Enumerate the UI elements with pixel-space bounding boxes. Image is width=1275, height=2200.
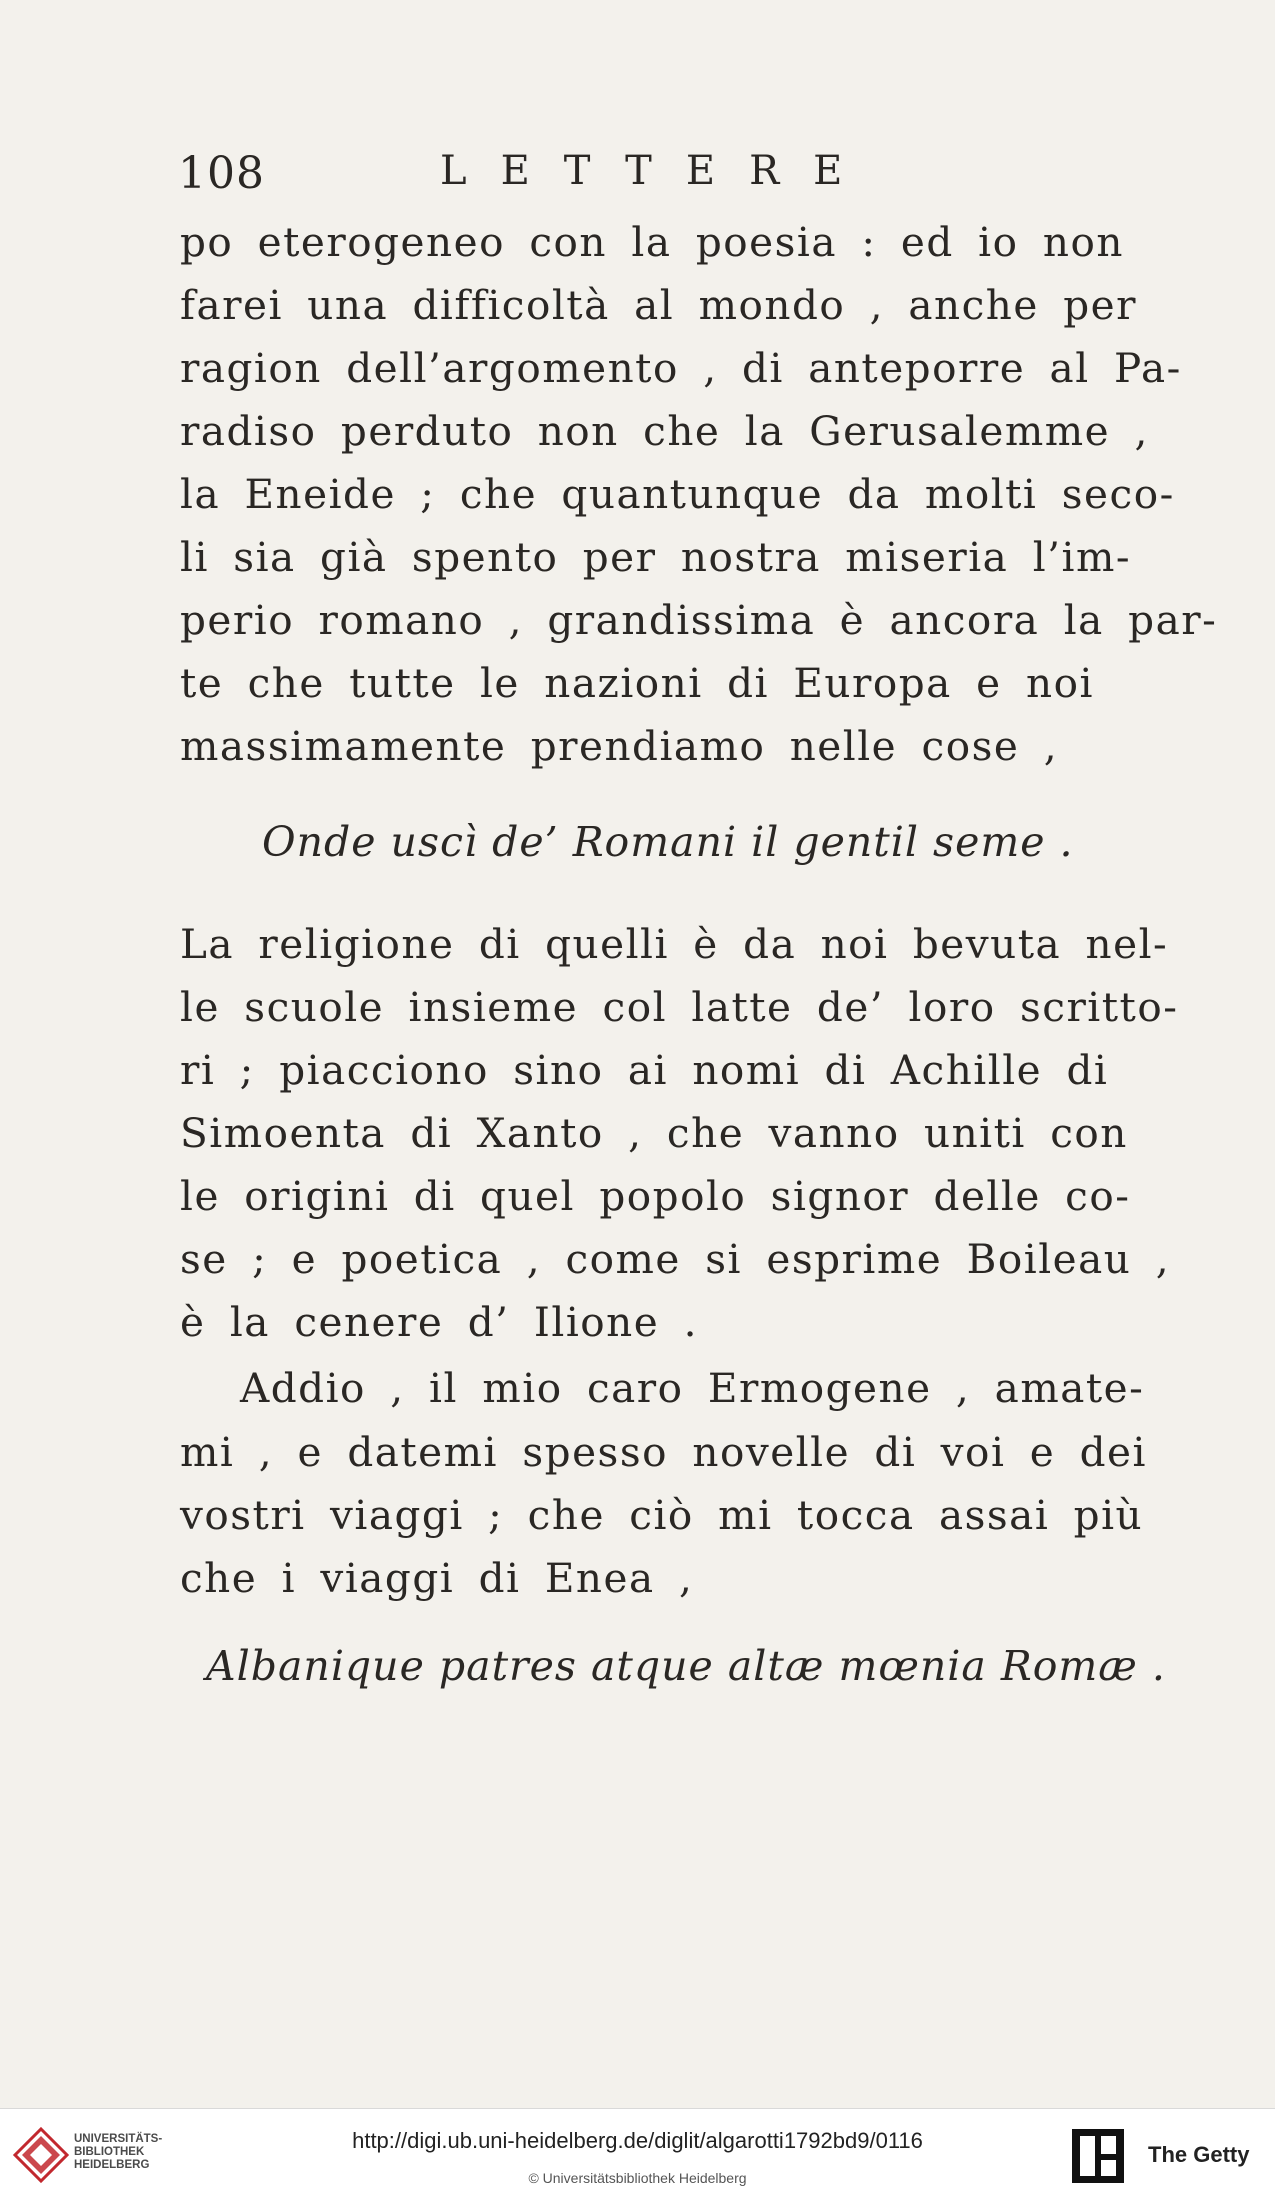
getty-logo-icon — [1070, 2127, 1126, 2185]
text-line: Simoenta di Xanto , che vanno uniti con — [180, 1109, 1128, 1157]
viewer-footer — [0, 2108, 1275, 2200]
text-line: po eterogeneo con la poesia : ed io non — [180, 218, 1124, 266]
page-header — [178, 148, 1138, 208]
text-line: se ; e poetica , come si esprime Boileau , — [180, 1235, 1171, 1283]
verse-quote: Albanique patres atque altæ mœnia Romæ . — [206, 1642, 1166, 1690]
text-line: la Eneide ; che quantunque da molti seco- — [180, 470, 1175, 518]
text-line: ri ; piacciono sino ai nomi di Achille di — [180, 1046, 1109, 1094]
text-line: perio romano , grandissima è ancora la par- — [180, 596, 1218, 644]
text-line: mi , e datemi spesso novelle di voi e dei — [180, 1428, 1147, 1476]
page-number: 108 — [178, 148, 265, 199]
partner-name: The Getty — [1148, 2142, 1250, 2167]
library-name-line: BIBLIOTHEK — [74, 2146, 145, 2158]
text-line: La religione di quelli è da noi bevuta nel- — [180, 920, 1169, 968]
text-line: li sia già spento per nostra miseria l’im- — [180, 533, 1132, 581]
text-line: che i viaggi di Enea , — [180, 1554, 694, 1602]
text-line: vostri viaggi ; che ciò mi tocca assai più — [180, 1491, 1144, 1539]
text-line: massimamente prendiamo nelle cose , — [180, 722, 1059, 770]
text-line: farei una difficoltà al mondo , anche per — [180, 281, 1137, 329]
text-line: radiso perduto non che la Gerusalemme , — [180, 407, 1149, 455]
library-name-line: HEIDELBERG — [74, 2159, 150, 2171]
verse-quote: Onde uscì de’ Romani il gentil seme . — [262, 818, 1074, 866]
copyright-notice: © Universitätsbibliothek Heidelberg — [528, 2170, 747, 2186]
running-head: LETTERE — [440, 148, 877, 194]
text-line: ragion dell’argomento , di anteporre al Pa- — [180, 344, 1182, 392]
text-line: Addio , il mio caro Ermogene , amate- — [240, 1364, 1145, 1412]
text-line: te che tutte le nazioni di Europa e noi — [180, 659, 1094, 707]
text-line: le origini di quel popolo signor delle co- — [180, 1172, 1131, 1220]
permalink-url[interactable]: http://digi.ub.uni-heidelberg.de/diglit/algarotti1792bd9/0116 — [352, 2128, 923, 2153]
text-line: è la cenere d’ Ilione . — [180, 1298, 698, 1346]
text-line: le scuole insieme col latte de’ loro scritto- — [180, 983, 1179, 1031]
library-name-line: UNIVERSITÄTS- — [74, 2133, 163, 2145]
